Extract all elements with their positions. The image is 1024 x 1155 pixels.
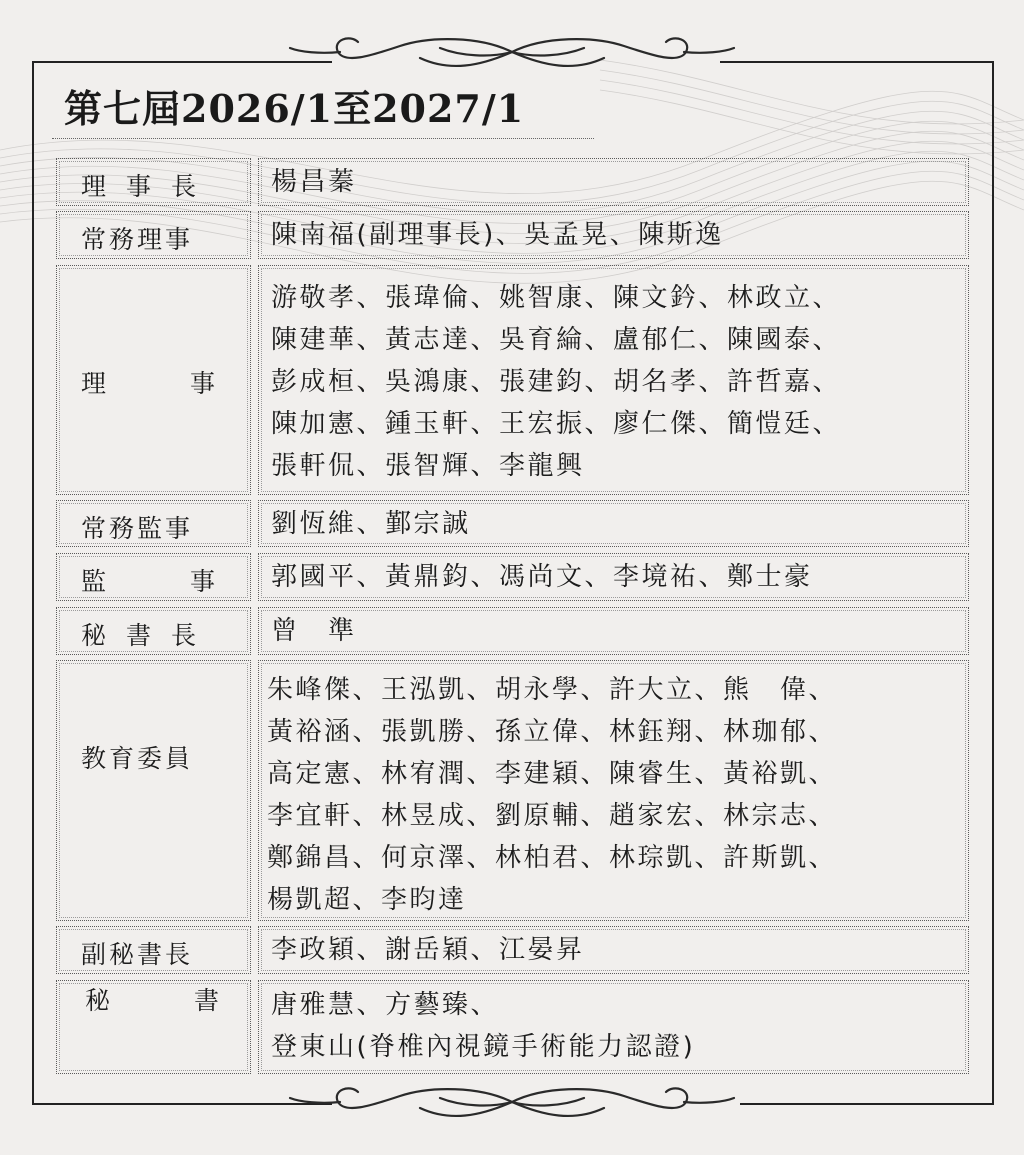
row-label: 常務理事 bbox=[81, 225, 194, 254]
row-names-cell bbox=[258, 926, 969, 974]
row-label: 理事 bbox=[81, 369, 300, 398]
row-label-cell bbox=[56, 158, 251, 206]
top-scroll-ornament bbox=[0, 28, 1024, 78]
frame-right-line bbox=[992, 61, 994, 1105]
title-divider bbox=[52, 138, 594, 139]
roster-row-secretary bbox=[56, 980, 969, 1074]
page-title: 第七屆2026/1至2027/1 bbox=[64, 86, 525, 131]
bottom-scroll-ornament bbox=[0, 1078, 1024, 1128]
row-label: 理事長 bbox=[81, 172, 217, 201]
roster-row-supervisors bbox=[56, 553, 969, 601]
roster-row-secretary-general bbox=[56, 607, 969, 655]
row-label-cell bbox=[56, 211, 251, 259]
row-label: 常務監事 bbox=[81, 514, 194, 543]
row-label: 副秘書長 bbox=[81, 940, 194, 969]
row-label-cell bbox=[56, 660, 251, 921]
row-label: 監事 bbox=[81, 567, 300, 596]
row-label-cell bbox=[56, 980, 304, 1074]
row-names-cell bbox=[258, 553, 969, 601]
roster-row-education-committee bbox=[56, 660, 969, 921]
row-names: 曾 準 bbox=[271, 616, 357, 646]
row-label: 秘書 bbox=[85, 986, 304, 1015]
row-names-cell bbox=[258, 660, 969, 921]
row-names-cell bbox=[258, 500, 969, 547]
roster-row-chairman bbox=[56, 158, 969, 206]
row-label-cell bbox=[56, 926, 251, 974]
row-names-cell bbox=[258, 980, 969, 1074]
row-label-cell bbox=[56, 553, 300, 601]
row-names: 李政穎、謝岳穎、江晏昇 bbox=[271, 935, 585, 965]
row-label-cell bbox=[56, 607, 251, 655]
row-names-cell bbox=[258, 607, 969, 655]
row-names: 游敬孝、張瑋倫、姚智康、陳文鈐、林政立、 陳建華、黃志達、吳育綸、盧郁仁、陳國泰、 彭成桓、吳鴻康、張建鈞、胡名孝、許哲嘉、 陳加憲、鍾玉軒、王宏振、廖仁傑、簡愷廷、 張軒侃、張智輝、李龍興 bbox=[271, 283, 842, 481]
row-label-cell bbox=[56, 265, 300, 495]
row-names-cell bbox=[258, 211, 969, 259]
row-names: 朱峰傑、王泓凱、胡永學、許大立、熊 偉、 黃裕涵、張凱勝、孫立偉、林鈺翔、林珈郁、 高定憲、林宥潤、李建穎、陳睿生、黃裕凱、 李宜軒、林昱成、劉原輔、趙家宏、林宗志、 鄭錦昌、何京澤、林柏君、林琮凱、許斯凱、 楊凱超、李昀達 bbox=[267, 675, 838, 915]
row-label: 教育委員 bbox=[81, 744, 194, 773]
row-names: 陳南福(副理事長)、吳孟晃、陳斯逸 bbox=[271, 220, 724, 250]
row-names: 楊昌蓁 bbox=[271, 167, 357, 197]
roster-row-deputy-secretary-general bbox=[56, 926, 969, 974]
row-names: 唐雅慧、方藝臻、 登東山(脊椎內視鏡手術能力認證) bbox=[271, 990, 696, 1062]
roster-row-executive-directors bbox=[56, 211, 969, 259]
frame-left-line bbox=[32, 61, 34, 1105]
row-names-cell bbox=[258, 158, 969, 206]
row-label-cell bbox=[56, 500, 251, 547]
row-label: 秘書長 bbox=[81, 621, 217, 650]
row-names: 郭國平、黃鼎鈞、馮尚文、李境祐、鄭士豪 bbox=[271, 562, 813, 592]
roster-row-directors bbox=[56, 265, 969, 495]
row-names: 劉恆維、鄞宗誠 bbox=[271, 508, 471, 539]
roster-row-executive-supervisors bbox=[56, 500, 969, 547]
row-names-cell bbox=[258, 265, 969, 495]
